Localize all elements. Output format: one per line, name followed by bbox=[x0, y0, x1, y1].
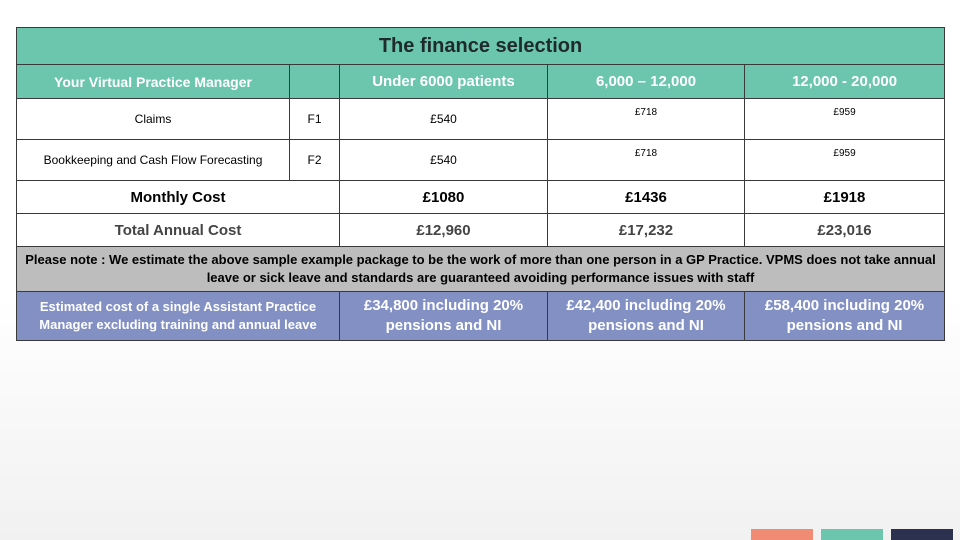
item-price-band-3: £959 bbox=[745, 140, 945, 181]
table-row bbox=[17, 140, 945, 181]
item-price-band-3: £959 bbox=[745, 99, 945, 140]
note-text: Please note : We estimate the above sample example package to be the work of more than one person in a GP Practice. VPMS does not take annual leave or sick leave and standards are guaranteed avoiding performance issues with staff bbox=[17, 247, 945, 292]
item-name: Bookkeeping and Cash Flow Forecasting bbox=[17, 140, 290, 181]
monthly-cost-row bbox=[17, 181, 945, 214]
header-band-2: 6,000 – 12,000 bbox=[548, 65, 745, 99]
table-row bbox=[17, 99, 945, 140]
item-price-band-1: £540 bbox=[340, 140, 548, 181]
monthly-cost-band-1: £1080 bbox=[340, 181, 548, 214]
note-row bbox=[17, 247, 945, 292]
corner-accent-coral bbox=[751, 529, 813, 540]
finance-table bbox=[16, 27, 945, 341]
comparison-label: Estimated cost of a single Assistant Practice Manager excluding training and annual leave bbox=[17, 292, 340, 341]
monthly-cost-label: Monthly Cost bbox=[17, 181, 340, 214]
comparison-band-2: £42,400 including 20% pensions and NI bbox=[548, 292, 745, 341]
header-band-1: Under 6000 patients bbox=[340, 65, 548, 99]
comparison-row bbox=[17, 292, 945, 341]
corner-accent-navy bbox=[891, 529, 953, 540]
item-code: F2 bbox=[290, 140, 340, 181]
monthly-cost-band-2: £1436 bbox=[548, 181, 745, 214]
header-band-3: 12,000 - 20,000 bbox=[745, 65, 945, 99]
table-title: The finance selection bbox=[17, 28, 945, 65]
comparison-band-3: £58,400 including 20% pensions and NI bbox=[745, 292, 945, 341]
item-price-band-2: £718 bbox=[548, 140, 745, 181]
title-row bbox=[17, 28, 945, 65]
annual-cost-band-1: £12,960 bbox=[340, 214, 548, 247]
header-service: Your Virtual Practice Manager bbox=[17, 65, 290, 99]
comparison-band-1: £34,800 including 20% pensions and NI bbox=[340, 292, 548, 341]
annual-cost-band-3: £23,016 bbox=[745, 214, 945, 247]
item-price-band-2: £718 bbox=[548, 99, 745, 140]
item-name: Claims bbox=[17, 99, 290, 140]
annual-cost-label: Total Annual Cost bbox=[17, 214, 340, 247]
item-code: F1 bbox=[290, 99, 340, 140]
annual-cost-row bbox=[17, 214, 945, 247]
header-row bbox=[17, 65, 945, 99]
corner-accent-teal bbox=[821, 529, 883, 540]
item-price-band-1: £540 bbox=[340, 99, 548, 140]
header-code bbox=[290, 65, 340, 99]
annual-cost-band-2: £17,232 bbox=[548, 214, 745, 247]
monthly-cost-band-3: £1918 bbox=[745, 181, 945, 214]
